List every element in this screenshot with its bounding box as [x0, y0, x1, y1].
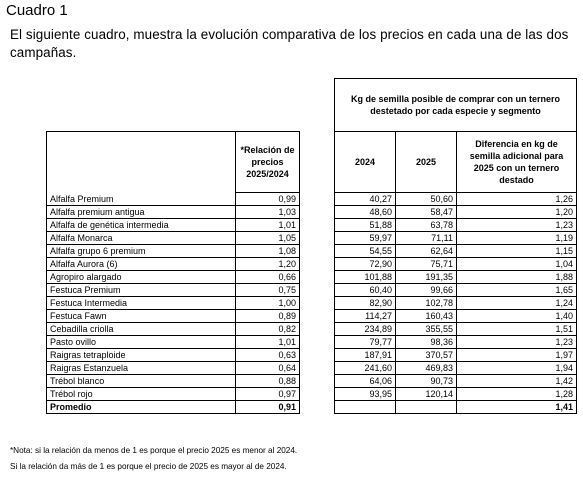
cell-y2025: 98,36: [396, 336, 457, 349]
footnote-2: Si la relación da más de 1 es porque el precio de 2025 es mayor al de 2024.: [10, 462, 287, 471]
cell-name: Alfalfa premium antigua: [47, 206, 236, 219]
table-row: [47, 336, 577, 349]
cell-y2024: 79,77: [335, 336, 396, 349]
cell-name: Agropiro alargado: [47, 271, 236, 284]
cell-y2025: 75,71: [396, 258, 457, 271]
cell-name: Trébol blanco: [47, 375, 236, 388]
cell-name: Pasto ovillo: [47, 336, 236, 349]
cell-diff: 1,40: [457, 310, 577, 323]
table-row: [47, 193, 577, 206]
cell-y2024: [335, 401, 396, 414]
price-comparison-table: [46, 78, 577, 414]
table-row: [47, 245, 577, 258]
cell-y2025: 355,55: [396, 323, 457, 336]
cell-diff: 1,65: [457, 284, 577, 297]
table-row: [47, 284, 577, 297]
table-row: [47, 375, 577, 388]
cell-y2025: 71,11: [396, 232, 457, 245]
cell-y2024: 82,90: [335, 297, 396, 310]
cell-diff: 1,04: [457, 258, 577, 271]
cell-y2025: 370,57: [396, 349, 457, 362]
document-heading: Cuadro 1: [6, 2, 68, 19]
cell-diff: 1,94: [457, 362, 577, 375]
table-row: [47, 258, 577, 271]
table-row: [47, 271, 577, 284]
cell-y2025: 99,66: [396, 284, 457, 297]
cell-y2024: 187,91: [335, 349, 396, 362]
cell-y2025: 58,47: [396, 206, 457, 219]
cell-y2024: 60,40: [335, 284, 396, 297]
cell-diff: 1,26: [457, 193, 577, 206]
table-row: [47, 349, 577, 362]
cell-y2025: 120,14: [396, 388, 457, 401]
cell-ratio: 0,91: [236, 401, 300, 414]
cell-ratio: 1,03: [236, 206, 300, 219]
cell-name: Alfalfa grupo 6 premium: [47, 245, 236, 258]
cell-y2024: 59,97: [335, 232, 396, 245]
cell-diff: 1,28: [457, 388, 577, 401]
cell-ratio: 0,66: [236, 271, 300, 284]
cell-y2024: 48,60: [335, 206, 396, 219]
cell-diff: 1,88: [457, 271, 577, 284]
cell-diff: 1,41: [457, 401, 577, 414]
cell-ratio: 1,00: [236, 297, 300, 310]
cell-name: Cebadilla criolla: [47, 323, 236, 336]
cell-y2024: 114,27: [335, 310, 396, 323]
header-diff: Diferencia en kg de semilla adicional para 2025 con un ternero destado: [457, 132, 577, 193]
cell-y2024: 93,95: [335, 388, 396, 401]
cell-diff: 1,23: [457, 219, 577, 232]
table-row: [47, 232, 577, 245]
cell-name: Festuca Intermedia: [47, 297, 236, 310]
cell-ratio: 0,97: [236, 388, 300, 401]
cell-ratio: 1,08: [236, 245, 300, 258]
cell-y2025: 102,78: [396, 297, 457, 310]
table-row: [47, 362, 577, 375]
cell-ratio: 0,88: [236, 375, 300, 388]
cell-ratio: 0,89: [236, 310, 300, 323]
cell-ratio: 0,99: [236, 193, 300, 206]
cell-y2024: 54,55: [335, 245, 396, 258]
table-row: [47, 388, 577, 401]
table-row: [47, 310, 577, 323]
table-row: [47, 206, 577, 219]
cell-y2024: 101,88: [335, 271, 396, 284]
cell-name: Raigras Estanzuela: [47, 362, 236, 375]
cell-ratio: 0,63: [236, 349, 300, 362]
cell-diff: 1,23: [457, 336, 577, 349]
cell-y2025: 191,35: [396, 271, 457, 284]
cell-name: Promedio: [47, 401, 236, 414]
cell-diff: 1,97: [457, 349, 577, 362]
cell-name: Alfalfa Premium: [47, 193, 236, 206]
cell-y2024: 64,06: [335, 375, 396, 388]
cell-y2025: 50,60: [396, 193, 457, 206]
cell-y2025: 90,73: [396, 375, 457, 388]
cell-ratio: 1,01: [236, 336, 300, 349]
cell-y2025: [396, 401, 457, 414]
cell-name: Trébol rojo: [47, 388, 236, 401]
footnote-1: *Nota: si la relación da menos de 1 es porque el precio 2025 es menor al 2024.: [10, 446, 298, 455]
cell-name: Festuca Fawn: [47, 310, 236, 323]
cell-y2025: 62,64: [396, 245, 457, 258]
cell-ratio: 1,05: [236, 232, 300, 245]
cell-name: Raigras tetraploide: [47, 349, 236, 362]
cell-y2025: 160,43: [396, 310, 457, 323]
cell-name: Alfalfa Aurora (6): [47, 258, 236, 271]
cell-diff: 1,15: [457, 245, 577, 258]
cell-name: Festuca Premium: [47, 284, 236, 297]
cell-name: Alfalfa de genética intermedia: [47, 219, 236, 232]
header-ratio: *Relación de precios 2025/2024: [236, 132, 300, 193]
cell-diff: 1,20: [457, 206, 577, 219]
table-row: [47, 219, 577, 232]
cell-diff: 1,51: [457, 323, 577, 336]
cell-y2024: 40,27: [335, 193, 396, 206]
cell-y2025: 63,78: [396, 219, 457, 232]
table-row: [47, 323, 577, 336]
cell-y2024: 51,88: [335, 219, 396, 232]
cell-diff: 1,24: [457, 297, 577, 310]
table-row: [47, 297, 577, 310]
cell-diff: 1,19: [457, 232, 577, 245]
cell-ratio: 0,75: [236, 284, 300, 297]
cell-y2024: 72,90: [335, 258, 396, 271]
cell-ratio: 1,01: [236, 219, 300, 232]
cell-y2024: 241,60: [335, 362, 396, 375]
intro-paragraph: El siguiente cuadro, muestra la evolución comparativa de los precios en cada una de las dos campañas.: [10, 27, 569, 60]
cell-y2025: 469,83: [396, 362, 457, 375]
cell-y2024: 234,89: [335, 323, 396, 336]
cell-ratio: 0,82: [236, 323, 300, 336]
cell-name: Alfalfa Monarca: [47, 232, 236, 245]
header-2025: 2025: [396, 132, 457, 193]
header-2024: 2024: [335, 132, 396, 193]
group-header: Kg de semilla posible de comprar con un ternero destetado por cada especie y segmento: [335, 79, 577, 132]
cell-ratio: 1,20: [236, 258, 300, 271]
cell-diff: 1,42: [457, 375, 577, 388]
average-row: [47, 401, 577, 414]
cell-ratio: 0,64: [236, 362, 300, 375]
